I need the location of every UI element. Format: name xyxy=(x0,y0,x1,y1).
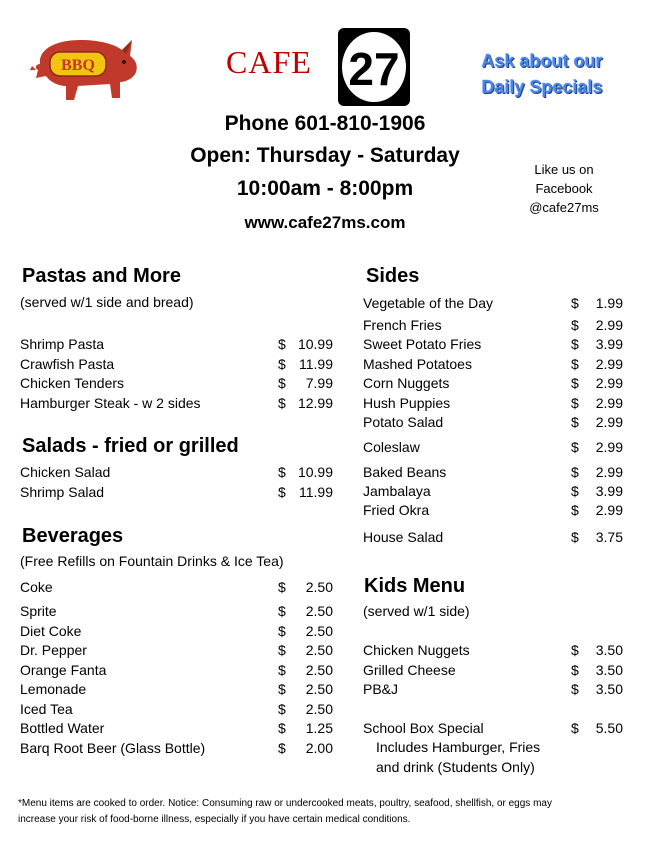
logo-text: BBQ xyxy=(61,57,95,74)
pastas-note: (served w/1 side and bread) xyxy=(20,294,194,310)
item-name: Jambalaya xyxy=(363,483,431,499)
menu-item xyxy=(20,602,340,621)
menu-item xyxy=(363,355,633,374)
item-price: 1.25 xyxy=(305,720,333,736)
item-currency: $ xyxy=(571,502,579,518)
item-currency: $ xyxy=(278,483,286,500)
item-name: Chicken Tenders xyxy=(20,375,125,391)
menu-item xyxy=(363,641,633,660)
item-name: Sweet Potato Fries xyxy=(363,336,482,352)
item-name: Baked Beans xyxy=(363,464,447,480)
menu-item xyxy=(20,739,340,758)
menu-item xyxy=(363,294,633,313)
item-price: 1.99 xyxy=(595,295,623,311)
menu-item xyxy=(20,622,340,641)
item-desc: Includes Hamburger, Fries xyxy=(376,739,541,755)
pastas-title: Pastas and More xyxy=(22,265,181,287)
menu-item xyxy=(20,394,340,413)
item-currency: $ xyxy=(278,464,286,480)
facebook-line-1: Like us on xyxy=(534,162,594,177)
website-link[interactable]: www.cafe27ms.com xyxy=(244,213,406,232)
menu-item xyxy=(363,394,633,413)
item-price: 2.99 xyxy=(595,317,623,333)
item-currency: $ xyxy=(571,336,579,352)
item-price: 11.99 xyxy=(299,483,333,500)
item-price: 2.99 xyxy=(595,355,623,372)
item-price: 2.50 xyxy=(305,603,333,619)
school-box-desc-1 xyxy=(376,738,633,757)
item-price: 2.99 xyxy=(595,502,623,518)
item-name: Potato Salad xyxy=(363,414,444,430)
item-currency: $ xyxy=(278,642,286,658)
item-currency: $ xyxy=(278,739,286,756)
menu-item xyxy=(363,463,633,482)
menu-item xyxy=(363,501,633,520)
item-currency: $ xyxy=(571,439,579,455)
route-sign xyxy=(338,28,410,106)
item-price: 3.50 xyxy=(595,681,623,697)
item-currency: $ xyxy=(278,355,286,372)
school-box-desc-2 xyxy=(376,758,633,777)
item-price: 3.50 xyxy=(595,642,623,658)
item-name: School Box Special xyxy=(363,719,484,736)
item-name: French Fries xyxy=(363,317,442,333)
item-price: 2.50 xyxy=(305,622,333,639)
item-currency: $ xyxy=(571,483,579,499)
item-price: 2.50 xyxy=(305,579,333,595)
notice-line-2: increase your risk of food-borne illness, especially if you have certain medical conditions. xyxy=(18,814,411,825)
item-currency: $ xyxy=(571,317,579,333)
item-currency: $ xyxy=(571,355,579,372)
kids-menu-title: Kids Menu xyxy=(364,575,466,597)
item-name: Vegetable of the Day xyxy=(363,295,493,311)
item-currency: $ xyxy=(278,375,286,391)
item-price: 10.99 xyxy=(297,464,333,480)
item-name: Shrimp Pasta xyxy=(20,336,105,352)
item-name: Dr. Pepper xyxy=(20,642,87,658)
item-name: Chicken Salad xyxy=(20,464,111,480)
item-price: 12.99 xyxy=(297,394,333,411)
item-currency: $ xyxy=(571,375,579,391)
menu-item xyxy=(20,374,340,393)
item-currency: $ xyxy=(571,464,579,480)
item-name: Corn Nuggets xyxy=(363,375,450,391)
item-currency: $ xyxy=(571,414,579,430)
menu-item xyxy=(363,316,633,335)
item-price: 3.50 xyxy=(595,661,623,678)
item-currency: $ xyxy=(571,719,579,736)
menu-item xyxy=(363,438,633,457)
item-price: 2.99 xyxy=(595,464,623,480)
item-desc: and drink (Students Only) xyxy=(376,758,535,775)
item-name: Chicken Nuggets xyxy=(363,642,470,658)
menu-item xyxy=(20,641,340,660)
item-price: 10.99 xyxy=(297,336,333,352)
item-name: Diet Coke xyxy=(20,622,82,639)
menu-item xyxy=(20,719,340,738)
item-price: 3.99 xyxy=(595,336,623,352)
item-price: 2.00 xyxy=(305,739,333,756)
item-name: PB&J xyxy=(363,681,399,697)
item-currency: $ xyxy=(571,661,579,678)
item-price: 2.99 xyxy=(595,439,623,455)
daily-specials-callout xyxy=(462,48,622,100)
facebook-info xyxy=(516,160,612,217)
open-days: Open: Thursday - Saturday xyxy=(190,144,460,167)
item-name: Coke xyxy=(20,579,53,595)
item-currency: $ xyxy=(571,394,579,411)
item-price: 2.50 xyxy=(305,681,333,697)
menu-item xyxy=(363,482,633,501)
item-currency: $ xyxy=(571,529,579,545)
item-currency: $ xyxy=(278,579,286,595)
menu-item xyxy=(20,661,340,680)
item-currency: $ xyxy=(278,394,286,411)
menu-item xyxy=(363,335,633,354)
kids-menu-note: (served w/1 side) xyxy=(363,603,470,619)
menu-item xyxy=(20,335,340,354)
item-name: Fried Okra xyxy=(363,502,430,518)
ask-line-1: Ask about our xyxy=(481,51,603,71)
menu-item xyxy=(363,680,633,699)
item-name: Mashed Potatoes xyxy=(363,355,472,372)
item-name: Barq Root Beer (Glass Bottle) xyxy=(20,739,206,756)
item-name: House Salad xyxy=(363,529,444,545)
item-price: 2.50 xyxy=(305,700,333,717)
item-price: 11.99 xyxy=(299,355,333,372)
item-name: Bottled Water xyxy=(20,720,105,736)
salads-title: Salads - fried or grilled xyxy=(22,435,239,457)
item-price: 2.99 xyxy=(595,414,623,430)
item-name: Hush Puppies xyxy=(363,394,451,411)
menu-item xyxy=(20,680,340,699)
facebook-handle: @cafe27ms xyxy=(529,200,599,215)
item-price: 5.50 xyxy=(595,719,623,736)
menu-item xyxy=(20,355,340,374)
item-price: 2.50 xyxy=(305,642,333,658)
ask-line-2: Daily Specials xyxy=(481,77,603,97)
menu-item xyxy=(20,578,340,597)
item-price: 2.99 xyxy=(595,375,623,391)
notice-line-1: *Menu items are cooked to order. Notice: Consuming raw or undercooked meats, poultry, seafood, shellfish, or eggs may xyxy=(18,798,552,809)
item-currency: $ xyxy=(278,681,286,697)
menu-item xyxy=(363,661,633,680)
school-box-special xyxy=(363,719,633,738)
item-name: Coleslaw xyxy=(363,439,420,455)
item-name: Hamburger Steak - w 2 sides xyxy=(20,394,201,411)
item-currency: $ xyxy=(571,681,579,697)
item-price: 3.99 xyxy=(595,483,623,499)
item-name: Lemonade xyxy=(20,681,87,697)
item-price: 7.99 xyxy=(305,375,333,391)
food-safety-notice xyxy=(18,796,648,828)
item-price: 3.75 xyxy=(595,529,623,545)
menu-item xyxy=(20,700,340,719)
open-hours: 10:00am - 8:00pm xyxy=(236,177,414,200)
phone-number: Phone 601-810-1906 xyxy=(224,112,426,135)
item-name: Shrimp Salad xyxy=(20,483,105,500)
item-name: Crawfish Pasta xyxy=(20,355,115,372)
menu-item xyxy=(20,463,340,482)
item-price: 2.99 xyxy=(595,394,623,411)
sides-title: Sides xyxy=(366,265,420,287)
route-number: 27 xyxy=(348,43,400,95)
item-price: 2.50 xyxy=(305,661,333,678)
facebook-line-2: Facebook xyxy=(535,181,593,196)
beverages-title: Beverages xyxy=(22,525,124,547)
bbq-pig-logo xyxy=(28,26,140,106)
menu-item xyxy=(363,374,633,393)
menu-item xyxy=(363,528,633,547)
item-currency: $ xyxy=(278,700,286,717)
beverages-note: (Free Refills on Fountain Drinks & Ice Tea) xyxy=(20,553,284,569)
item-name: Iced Tea xyxy=(20,700,73,717)
menu-item xyxy=(363,413,633,432)
cafe-title: CAFE xyxy=(226,44,312,80)
item-currency: $ xyxy=(278,720,286,736)
menu-item xyxy=(20,483,340,502)
item-name: Sprite xyxy=(20,603,57,619)
item-currency: $ xyxy=(278,603,286,619)
item-currency: $ xyxy=(278,622,286,639)
item-currency: $ xyxy=(571,642,579,658)
item-currency: $ xyxy=(278,336,286,352)
item-name: Orange Fanta xyxy=(20,661,107,678)
item-name: Grilled Cheese xyxy=(363,661,456,678)
item-currency: $ xyxy=(278,661,286,678)
route-sign-inner xyxy=(342,32,406,102)
item-currency: $ xyxy=(571,295,579,311)
